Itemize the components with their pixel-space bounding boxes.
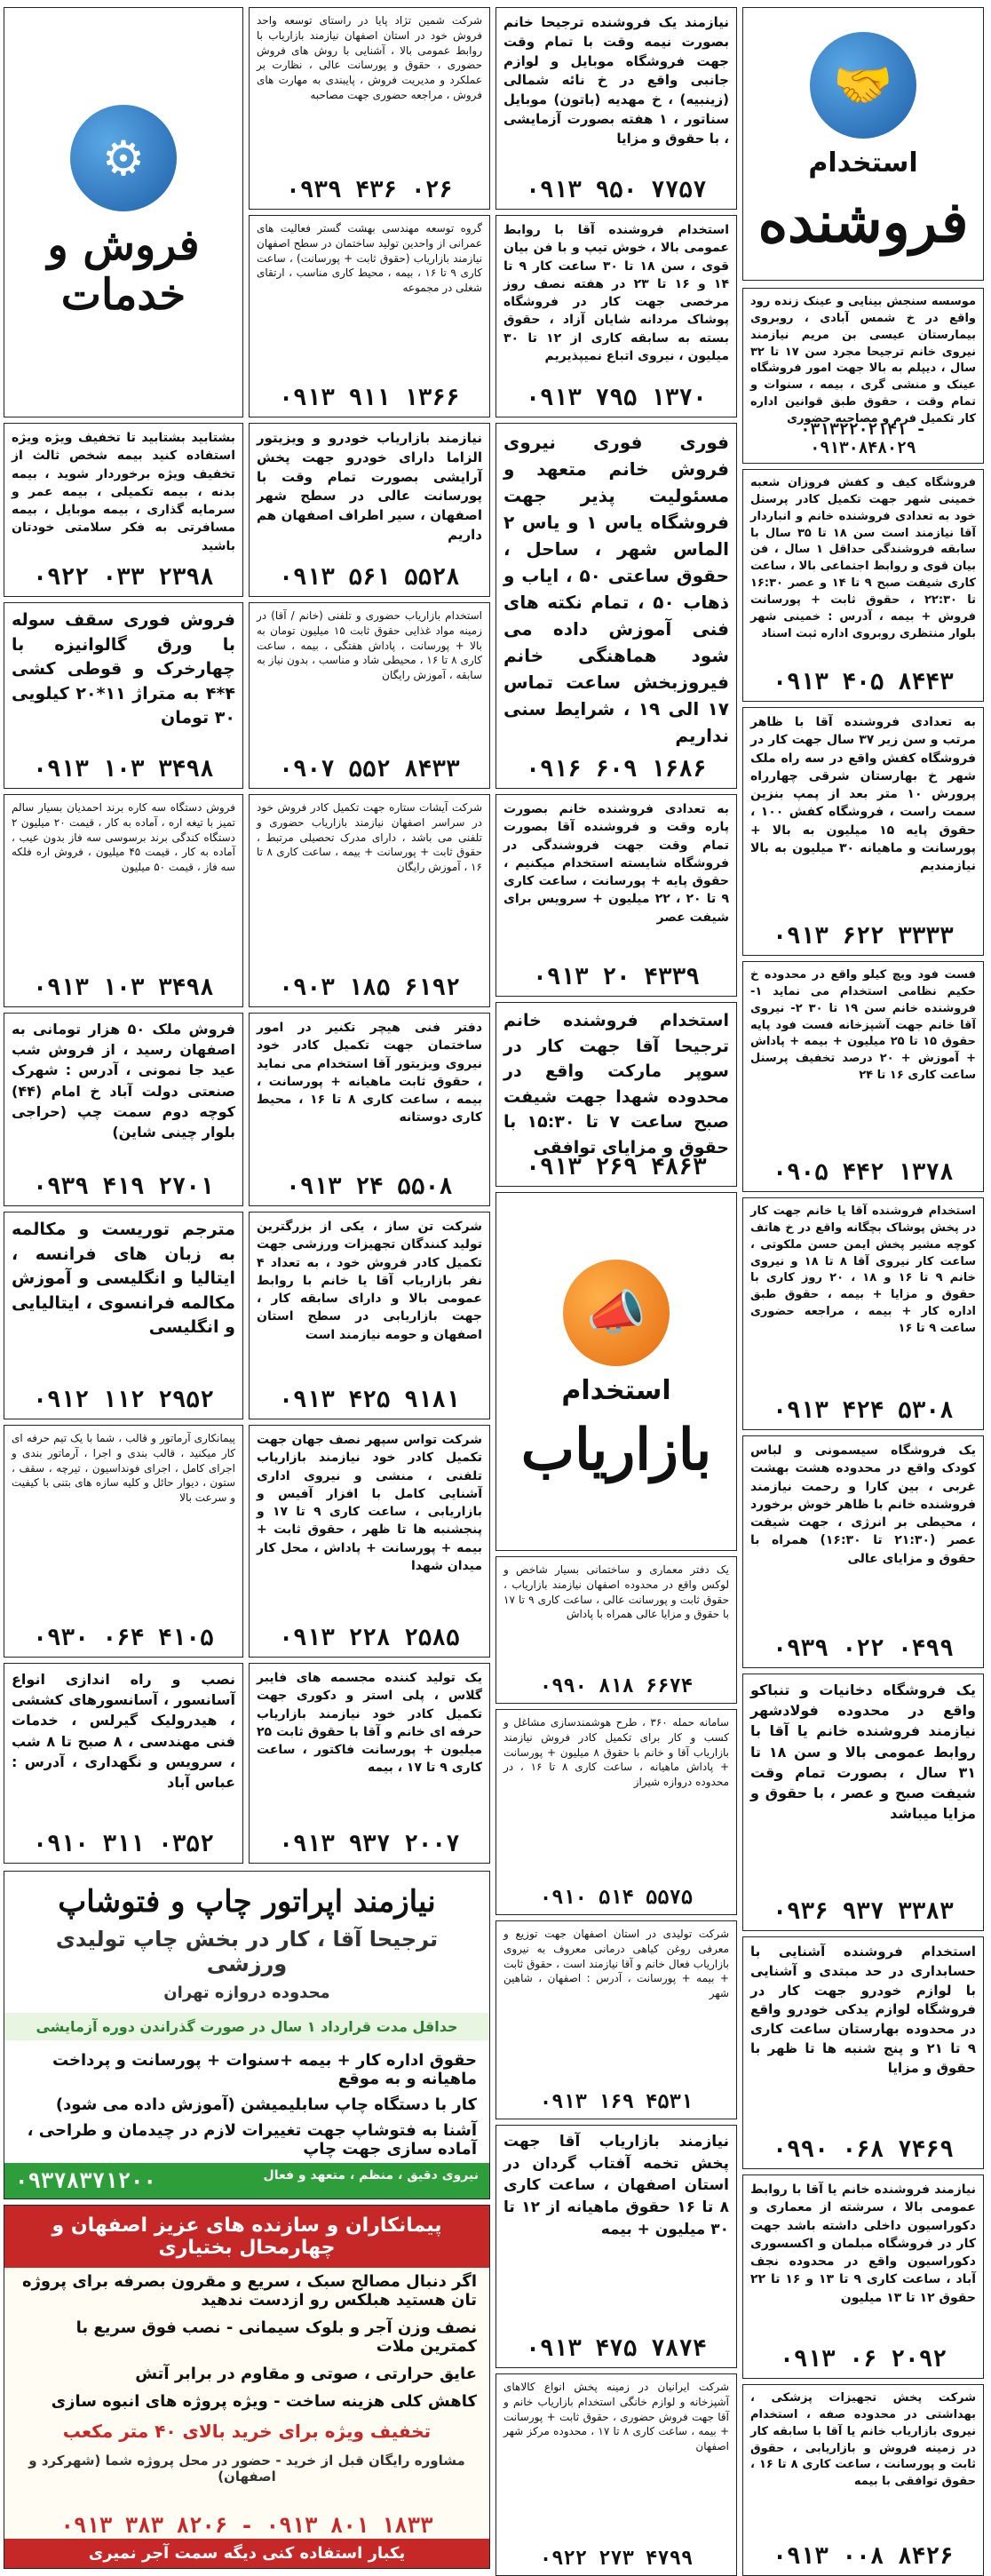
ad-a1: [496, 7, 737, 210]
banner-line: آشنا به فتوشاپ جهت تغییرات لازم در چیدمان و طراحی ، آماده سازی جهت چاپ: [27, 2121, 477, 2159]
ad-phone[interactable]: ۰۹۱۳ ۴۰۵ ۸۴۴۳: [773, 669, 954, 696]
ad-phone[interactable]: ۰۹۱۲ ۱۱۲ ۲۹۵۲: [33, 1387, 214, 1413]
ad-text: استخدام فروشنده خانم ترجیحا آقا جهت کار در سوپر مارکت واقع در محدوده شهدا جهت شیفت صبح ساعت ۷ تا ۱۵:۳۰ با حقوق و مزایای توافقی: [503, 1011, 729, 1157]
banner-phone[interactable]: ۰۹۳۷۸۳۷۱۲۰۰: [15, 2168, 156, 2193]
ad-c8: [249, 1425, 490, 1658]
ad-text: شرکت شمین تژاد پایا در راستای توسعه واحد فروش خود در استان اصفهان نیازمند بازاریاب با روابط عمومی بالا ، آشنایی با روش های فروش حضوری ، حقوق و پورسانت عالی ، نظارت بر عملکرد و مدیریت فروش ، پایبندی به مهارت های فروش ، مراجعه حضوری جهت مصاحبه: [257, 14, 482, 101]
category-sales: [742, 7, 984, 281]
banner-note: نیروی دقیق ، منظم ، متعهد و فعال: [263, 2168, 479, 2182]
banner-strip: حداقل مدت قرارداد ۱ سال در صورت گذراندن دوره آزمایشی: [4, 2013, 489, 2040]
ad-phone[interactable]: ۰۹۱۳ ۹۳۷ ۲۰۰۷: [279, 1831, 460, 1857]
ad-phone[interactable]: ۰۹۱۳ ۲۶۹ ۴۸۶۳: [526, 1154, 707, 1181]
ad-text: فست فود ویچ کیلو واقع در محدوده خ حکیم نظامی استخدام می نماید ۱- فروشنده خانم سن ۱۹ تا ۳۰ ۲- نیروی آقا خانم جهت آشپزخانه فست فود پایه حقوق ۱۵ تا ۲۵ میلیون + بیمه + پاداش + آموزش + ۲۰ درصد تخفیف پرسنل ساعت کاری ۱۶ تا ۲۴: [750, 968, 976, 1083]
ad-b6: [496, 2125, 737, 2368]
ad-text: شرکت آیشات ستاره جهت تکمیل کادر فروش خود در سراسر اصفهان نیازمند بازاریاب حضوری و تلفنی می باشد ، دارای مدرک تحصیلی مرتبط ، حقوق ثابت + پورسانت + بیمه ، ساعت کاری ۸ تا ۱۶ ، آموزش رایگان: [257, 801, 483, 874]
ad-text: به تعدادی فروشنده خانم بصورت پاره وقت و فروشنده آقا بصورت تمام وقت جهت فروشندگی در فروشگاه شایسته استخدام میکنیم ، حقوق پایه + پورسانت ، ساعت کاری ۹ تا ۲۰ ، ۲۲ میلیون + سرویس برای شیفت عصر: [503, 802, 729, 925]
ad-phone[interactable]: ۰۹۱۳ ۰۶ ۲۰۹۲: [780, 2346, 947, 2373]
banner-phone-bar: [4, 2163, 489, 2198]
ad-a11: [742, 1936, 984, 2169]
ad-text: نصب و راه اندازی انواع آسانسور ، آسانسورهای کششی ، هیدرولیک گیرلس ، خدمات فنی مهندسی ، ۸ صبح تا ۸ شب ، سرویس و نگهداری ، آدرس : عباس آباد: [12, 1671, 235, 1791]
ad-phone[interactable]: ۰۹۱۳ ۵۶۱ ۵۵۲۸: [279, 564, 460, 591]
ad-text: استخدام فروشنده آقا یا خانم جهت کار در پخش پوشاک بچگانه واقع در خ هاتف کوچه مشیر پخش ایمن حسن ملکوتی ، ساعت کار نیروی آقا ۸ تا ۱۸ و نیروی خانم ۹ تا ۱۶ و ۱۸ ، ۲۰ روز کاری با حقوق و مزایا + بیمه ، حقوق طبق اداره کار + بیمه ، مراجعه حضوری ساعت ۹ تا ۱۶: [750, 1205, 976, 1335]
ad-text: شرکت تولیدی در استان اصفهان جهت توزیع و معرفی روغن کیاهی درمانی معروف به نیروی بازاریاب فعال خانم و آقا نیازمند است ، حقوق ثابت + بیمه + پورسانت ، آدرس : اصفهان ، شاهین شهر: [503, 1928, 729, 2000]
ad-a2: [496, 215, 737, 417]
ad-c9: [249, 1663, 490, 1864]
banner-line: نصف وزن آجر و بلوک سیمانی - نصب فوق سریع با کمترین ملات: [75, 2318, 477, 2356]
ad-d3: [4, 794, 243, 1007]
banner-subtitle: ترجیحا آقا ، کار در بخش چاپ تولیدی ورزشی: [55, 1927, 439, 1976]
ad-text: شرکت پخش تجهیزات پزشکی ، بهداشتی در محدوده صفه ، استخدام نیروی بازاریاب خانم یا آقا با سابقه کار در زمینه فروش و بازاریابی ، حقوق ثابت و پورسانت ، ساعت کاری ۸ تا ۱۶ ، حقوق توافقی با بیمه: [750, 2391, 976, 2489]
ad-text: استخدام فروشنده آقا با روابط عمومی بالا ، خوش تیپ و با فن بیان قوی ، سن ۱۸ تا ۳۰ ساعت کار ۹ تا ۱۴ و ۱۶ تا ۲۳ در هفته نصف روز مرخصی جهت کار در فروشگاه پوشاک مردانه شایان آزاد ، حقوق بسته به سابقه کاری از ۱۲ تا ۳۰ میلیون ، نیروی اتباع نمیپذیریم: [503, 223, 730, 364]
ad-c1: [249, 7, 490, 210]
ad-text: موسسه سنجش بینایی و عینک زنده رود واقع در خ شمس آبادی ، روبروی بیمارستان عیسی بن مریم نیازمند نیروی خانم ترجیحا مجرد سن ۱۷ تا ۳۲ سال ، دیپلم به بالا جهت امور فروشگاه عینک و منشی گری ، بیمه ، سنوات و تمام وقت ، حقوق طبق قوانین اداره کار تکمیل فرم و مصاحبه حضوری: [750, 295, 976, 425]
banner-line: حقوق اداره کار + بیمه +سنوات + پورسانت و پرداخت ماهیانه و به موقع: [52, 2051, 477, 2088]
banner-line: اگر دنبال مصالح سبک ، سریع و مقرون بصرفه برای پروژه تان هستید هبلکس رو ازدست ندهید: [21, 2272, 477, 2310]
ad-phone[interactable]: ۰۹۹۰ ۰۶۸ ۷۴۶۹: [773, 2136, 954, 2163]
ad-text: پیمانکاری آرماتور و قالب ، شما با یک تیم حرفه ای کار میکنید ، قالب بندی و اجرا ، آرماتور بندی و اجرای کامل ، اجرای فونداسیون ، تیرچه ، سقف ، ستون ، دیوار حائل و کلیه سازه های بتنی با کیفیت و سرعت بالا: [12, 1432, 235, 1505]
ad-phone[interactable]: ۰۹۲۲ ۰۳۳ ۲۳۹۸: [33, 564, 214, 591]
ad-phone[interactable]: ۰۹۱۰ ۵۱۴ ۵۵۷۵: [539, 1887, 694, 1909]
ad-c6: [249, 1013, 490, 1206]
category-sub: استخدام: [561, 1375, 671, 1406]
ad-phone[interactable]: ۰۳۱۳۲۲۰۲۱۴۱ - ۰۹۱۳۰۸۴۸۰۲۹: [800, 420, 926, 457]
ad-text: فروش فوری سقف سوله با ورق گالوانیزه با چهارخرک و قوطی کشی ۴*۴ به متراژ ۱۱*۲۰ کیلویی ۳۰ تومان: [12, 610, 235, 728]
ad-b2: [496, 794, 737, 997]
banner-phone[interactable]: ۰۹۱۳ ۳۸۳ ۸۲۰۶ - ۰۹۱۳ ۸۰۱ ۱۸۳۳: [60, 2513, 433, 2538]
ad-d5: [4, 1212, 243, 1419]
ad-phone[interactable]: ۰۹۱۳ ۹۱۱ ۱۳۶۶: [279, 385, 460, 411]
banner-line: کاهش کلی هزینه ساخت - ویژه پروژه های انبوه سازی: [51, 2392, 477, 2411]
banner-print-operator: [4, 1871, 490, 2199]
ad-text: استخدام فروشنده آشنایی با حسابداری در حد مبتدی و آشنایی با لوازم خودرو جهت کار در فروشگاه لوازم یدکی خودرو واقع در محدوده بهارستان ساعت کاری ۹ تا ۲۱ و پنج شنبه ها تا ظهر با حقوق و مزایا: [750, 1944, 976, 2076]
ad-text: شرکت ایرانیان در زمینه پخش انواع کالاهای آشپزخانه و لوازم خانگی استخدام بازاریاب خانم و آقا جهت فروش حضوری ، حقوق ثابت + پورسانت + بیمه ، ساعت کاری ۸ تا ۱۷ ، محدوده مرکز شهر اصفهان: [503, 2381, 730, 2453]
ad-phone[interactable]: ۰۹۳۶ ۹۳۷ ۳۳۸۳: [773, 1898, 954, 1925]
banner-area: محدوده دروازه تهران: [163, 1984, 330, 2002]
category-sub: استخدام: [808, 147, 918, 179]
ad-phone[interactable]: ۰۹۲۲ ۲۷۳ ۴۷۹۹: [539, 2548, 694, 2570]
ad-phone[interactable]: ۰۹۳۹ ۴۳۶ ۰۲۶: [286, 177, 453, 203]
column-1: [742, 7, 984, 2569]
ad-text: گروه توسعه مهندسی بهشت گستر فعالیت های عمرانی از واحدین تولید ساختمان در سطح اصفهان نیازمند بازاریاب (حقوق ثابت + پورسانت) ، ساعت کاری ۹ تا ۱۶ ، بیمه ، محیط کاری مناسب ، ارتقای شغلی در مجموعه: [257, 222, 483, 295]
ad-phone[interactable]: ۰۹۱۰ ۳۱۱ ۰۳۵۲: [33, 1831, 214, 1857]
ad-c3: [249, 423, 490, 597]
ad-phone[interactable]: ۰۹۳۹ ۴۱۹ ۲۷۰۱: [33, 1173, 214, 1200]
ad-text: نیازمند فروشنده خانم یا آقا با روابط عمومی بالا ، سرشته از معماری و دکوراسیون داخلی داشته باشد جهت کار در فروشگاه مبلمان و اکسسوری دکوراسیون واقع در محدوده نجف آباد ، ساعت کاری ۹ تا ۱۳ و ۱۶ تا ۲۲ حقوق ۱۲ تا ۱۳ میلیون: [750, 2182, 976, 2305]
category-title: فروشنده: [757, 189, 969, 256]
ad-phone[interactable]: ۰۹۱۳ ۴۷۵ ۷۸۷۴: [526, 2335, 707, 2362]
ad-b5: [496, 1920, 737, 2119]
category-services: [4, 7, 243, 417]
ad-phone[interactable]: ۰۹۳۹ ۰۲۲ ۰۴۹۹: [773, 1635, 954, 1662]
ad-text: نیازمند یک فروشنده ترجیحا خانم بصورت نیمه وقت با تمام وقت جهت فروشگاه موبایل و لوازم جانبی واقع در خ نائه شمالی (زینبیه) ، خ مهدیه (باتون) موبایل سناتور ، ۱ هفته بصورت آزمایشی ، با حقوق و مزایا: [503, 14, 729, 147]
banner-line: عایق حرارتی ، صوتی و مقاوم در برابر آتش: [135, 2365, 477, 2383]
ad-phone[interactable]: ۰۹۰۵ ۴۴۲ ۱۳۷۸: [773, 1159, 954, 1186]
banner-footer: یکبار استفاده کنی دیگه سمت آجر نمیری: [4, 2539, 489, 2568]
ad-text: فروشگاه کیف و کفش فروزان شعبه خمینی شهر جهت تکمیل کادر پرسنل خود به تعدادی فروشنده خانم و انباردار آقا نیازمند است سن ۱۸ تا ۳۵ سال با سابقه فروشندگی حداقل ۱ سال ، فن بیان قوی و روابط اجتماعی بالا ، ساعت کاری شیفت صبح ۹ تا ۱۴ و عصر ۱۶:۳۰ تا ۲۲:۳۰ ، حقوق ثابت + پورسانت فروش + بیمه ، آدرس : خمینی شهر بلوار منتظری روبروی اداره ثبت اسناد: [750, 476, 976, 640]
banner-consult: مشاوره رایگان قبل از خرید - حضور در محل پروژه شما (شهرکرد و اصفهان): [28, 2453, 465, 2485]
ad-a12: [742, 2174, 984, 2379]
banner-line: کار با دستگاه چاپ سابلیمیشن (آموزش داده می شود): [55, 2095, 477, 2114]
ad-phone[interactable]: ۰۹۱۳ ۲۰ ۴۳۳۹: [533, 964, 700, 990]
ad-text: بشتابید بشتابید تا تخفیف ویژه ویژه استفاده کنید بیمه شخص ثالث از تخفیف ویژه برخوردار شوید ، بیمه بدنه ، بیمه تکمیلی ، بیمه عمر و سرمایه گذاری ، بیمه موبایل ، بیمه مسافرتی به فکر سلامتی خودتان باشید: [12, 431, 235, 553]
ad-phone[interactable]: ۰۹۹۰ ۸۱۸ ۶۶۷۴: [539, 1675, 694, 1697]
ad-text: دفتر فنی هیچر تکنیر در امور ساختمان جهت تکمیل کادر خود نیروی ویزیتور آقا استخدام می نماید ، حقوق ثابت ماهیانه + پورسانت ، بیمه ، ساعت کاری ۸ تا ۱۶ ، محیط کاری دوستانه: [257, 1021, 483, 1125]
ad-c7: [249, 1212, 490, 1419]
ad-phone[interactable]: ۰۹۰۳ ۱۸۵ ۶۱۹۲: [279, 974, 460, 1001]
column-2: [496, 7, 737, 2569]
ad-phone[interactable]: ۰۹۱۳ ۶۲۲ ۳۳۳۳: [773, 923, 954, 950]
ad-b4: [496, 1709, 737, 1915]
ad-phone[interactable]: ۰۹۱۳ ۲۲۸ ۲۵۸۵: [279, 1625, 460, 1651]
ad-d4: [4, 1013, 243, 1206]
ad-a5: [742, 469, 984, 702]
ad-phone[interactable]: ۰۹۱۳ ۱۰۳ ۳۴۹۸: [33, 756, 214, 783]
ad-text: شرکت تن ساز ، یکی از بزرگترین تولید کنندگان تجهیزات ورزشی جهت تکمیل کادر فروش خود ، به تعداد ۴ نفر بازاریاب آقا یا خانم با روابط عمومی بالا و دارای سابقه کار ، جهت بازاریابی در سطح استان اصفهان و حومه نیازمند است: [257, 1220, 482, 1342]
ad-phone[interactable]: ۰۹۱۳ ۹۵۰ ۷۷۵۷: [526, 177, 707, 203]
banner-title: نیازمند اپراتور چاپ و فتوشاپ: [58, 1884, 436, 1920]
ad-b3: [496, 1556, 737, 1704]
ad-a7: [742, 961, 984, 1192]
ad-phone[interactable]: ۰۹۱۳ ۱۶۹ ۴۵۳۱: [539, 2091, 694, 2113]
ad-text: به تعدادی فروشنده آقا با ظاهر مرتب و سن زیر ۳۷ سال جهت کار در فروشگاه کفش واقع در سه راه ملک شهر خ بهارستان شرقی چهارراه پرورش ۱۰ متر بعد از پمپ بنزین سمت راست ، فروشگاه کفش ۱۰۰ ، حقوق پایه ۱۵ میلیون به بالا + پورسانت و ماهیانه ۳۰ میلیون به بالا نیازمندیم: [750, 715, 976, 874]
ad-text: یک دفتر معماری و ساختمانی بسیار شاخص و لوکس واقع در محدوده اصفهان نیازمند بازاریاب ، حقوق ثابت و پورسانت عالی ، ساعت کاری ۹ تا ۱۷ با حقوق و مزایا عالی همراه با پاداش: [503, 1563, 730, 1621]
marketing-icon: 📣: [563, 1260, 670, 1366]
ad-text: نیازمند بازاریاب خودرو و ویزیتور الزاما دارای خودرو جهت پخش آرایشی بصورت تمام وقت با پورسانت عالی در سطح شهر اصفهان ، سیر اطراف اصفهان هم داریم: [257, 430, 482, 543]
ad-d1: [4, 423, 243, 597]
ad-phone[interactable]: ۰۹۱۳ ۰۰۸ ۸۴۲۶: [773, 2543, 954, 2570]
ad-a8: [742, 1197, 984, 1430]
ad-a9: [742, 1435, 984, 1668]
ad-text: فوری فوری نیروی فروش خانم متعهد و مسئولیت پذیر جهت فروشگاه یاس ۱ و یاس ۲ الماس شهر ، ساحل ، حقوق ساعتی ۵۰ ، ایاب و ذهاب ۵۰ ، تمام نکته های فنی آموزش داده می شود هماهنگی خانم فیروزبخش ساعت تماس ۱۷ الی ۱۹ ، شرایط سنی نداریم: [503, 432, 729, 746]
ad-phone[interactable]: ۰۹۱۳ ۴۲۴ ۵۳۰۸: [773, 1397, 954, 1424]
ad-phone[interactable]: ۰۹۱۳ ۲۴ ۵۵۰۸: [286, 1173, 453, 1200]
gear-icon: ⚙: [70, 105, 177, 211]
banner-building-material: [4, 2205, 490, 2569]
category-title: فروش و خدمات: [47, 220, 200, 320]
ad-b7: [496, 2373, 737, 2576]
ad-text: استخدام بازاریاب حضوری و تلفنی (خانم / آقا) در زمینه مواد غذایی حقوق ثابت ۱۵ میلیون تومان به بالا + پورسانت ، پاداش هفتگی ، بیمه ، ساعت کاری ۸ تا ۱۶ ، محیطی شاد و مناسب ، بدون نیاز به سابقه ، آموزش رایگان: [257, 609, 482, 682]
ad-text: فروش ملک ۵۰ هزار تومانی به اصفهان رسید ، از فروش شب عید جا نمونی ، آدرس : شهرک صنعتی دولت آباد خ امام (۴۴) کوچه دوم سمت چپ (حراجی بلوار چینی شاین): [12, 1021, 236, 1141]
ad-text: یک تولید کننده مجسمه های فایبر گلاس ، پلی استر و دکوری جهت تکمیل کادر خود نیازمند بازاریاب حرفه ای خانم و آقا با حقوق ثابت ۲۵ میلیون + پورسانت فاکتور ، ساعت کاری ۹ تا ۱۷ ، بیمه: [257, 1671, 482, 1776]
ad-a14: [742, 2384, 984, 2576]
ad-phone[interactable]: ۰۹۰۷ ۵۵۲ ۸۴۳۳: [279, 756, 460, 783]
ad-text: فروش دستگاه سه کاره برند احمدیان بسیار سالم تمیز با تیغه اره ، آماده به کار ، قیمت ۲۰ میلیون ۲ دستگاه کندگی برند برسوسی سه فاز بدون عیب ، آماده به کار ، قیمت ۴۵ میلیون ، فروش اره فلکه سه فاز ، قیمت ۵۰ میلیون: [12, 801, 235, 874]
handshake-icon: 🤝: [810, 32, 916, 139]
ad-phone[interactable]: ۰۹۱۳ ۷۹۵ ۱۳۷۰: [526, 385, 707, 411]
ad-phone[interactable]: ۰۹۱۳ ۱۰۳ ۳۴۹۸: [33, 974, 214, 1001]
ad-d7: [4, 1663, 243, 1864]
ad-a6: [742, 707, 984, 956]
category-title: بازاریاب: [520, 1417, 712, 1483]
ad-text: مترجم توریست و مکالمه به زبان های فرانسه ، ایتالیا و انگلیسی و آموزش مکالمه فرانسوی ، ایتالیایی و انگلیسی: [12, 1220, 235, 1338]
ad-d6: [4, 1425, 243, 1658]
ad-c4: [249, 602, 490, 789]
ad-a4: [742, 288, 984, 464]
ad-d2: [4, 602, 243, 789]
ad-text: یک فروشگاه دخانیات و تنباکو واقع در محدوده فولادشهر نیازمند فروشنده خانم یا آقا با روابط عمومی بالا و سن ۱۸ تا ۳۱ سال ، بصورت تمام وقت شیفت صبح و عصر ، با حقوق و مزایا میباشد: [750, 1682, 976, 1823]
ad-text: شرکت تواس سپهر نصف جهان جهت تکمیل کادر خود نیازمند بازاریاب تلفنی ، منشی و نیروی اداری آشنایی کامل با افزار آفیس و بازاریابی ، ساعت کاری ۹ تا ۱۷ و پنجشنبه ها تا ظهر ، حقوق ثابت + بیمه + پورسانت + پاداش ، محل کار میدان شهدا: [257, 1433, 482, 1574]
banner-discount: تخفیف ویژه برای خرید بالای ۴۰ متر مکعب: [62, 2421, 432, 2442]
banner-head: پیمانکاران و سازنده های عزیز اصفهان و چهارمحال بختیاری: [4, 2206, 489, 2268]
ad-c5: [249, 794, 490, 1007]
ad-text: نیازمند بازاریاب آقا جهت پخش تخمه آفتاب گردان در استان اصفهان ، ساعت کاری ۸ تا ۱۶ حقوق ماهیانه از ۱۲ تا ۳۰ میلیون + بیمه: [503, 2133, 730, 2238]
ad-text: سامانه حمله ۳۶۰ ، طرح هوشمندسازی مشاغل و کسب و کار برای تکمیل کادر فروش نیازمند بازاریاب آقا و خانم با حقوق ۸ میلیون + پورسانت + پاداش ماهیانه ، ساعت کاری ۸ تا ۱۶ ، در محدوده دروازه شیراز: [503, 1716, 730, 1789]
ad-phone[interactable]: ۰۹۱۳ ۴۲۵ ۹۱۸۱: [279, 1387, 460, 1413]
ad-phone[interactable]: ۰۹۳۰ ۰۶۴ ۴۱۰۵: [33, 1625, 214, 1651]
ad-a3: [496, 423, 737, 789]
ad-a10: [742, 1674, 984, 1931]
ad-text: یک فروشگاه سیسمونی و لباس کودک واقع در محدوده هشت بهشت غربی ، بین کارا و رحمت نیازمند فروشنده خانم با ظاهر خوش برخورد ، محیطی بر انرژی ، جهت شیفت عصر (۲۱:۳۰ تا ۱۶:۳۰) همراه با حقوق و مزایای عالی: [750, 1443, 977, 1566]
category-marketing: [496, 1192, 737, 1551]
ad-phone[interactable]: ۰۹۱۶ ۶۰۹ ۱۶۸۶: [526, 756, 707, 783]
ad-b1: [496, 1002, 737, 1187]
ad-c2: [249, 215, 490, 417]
